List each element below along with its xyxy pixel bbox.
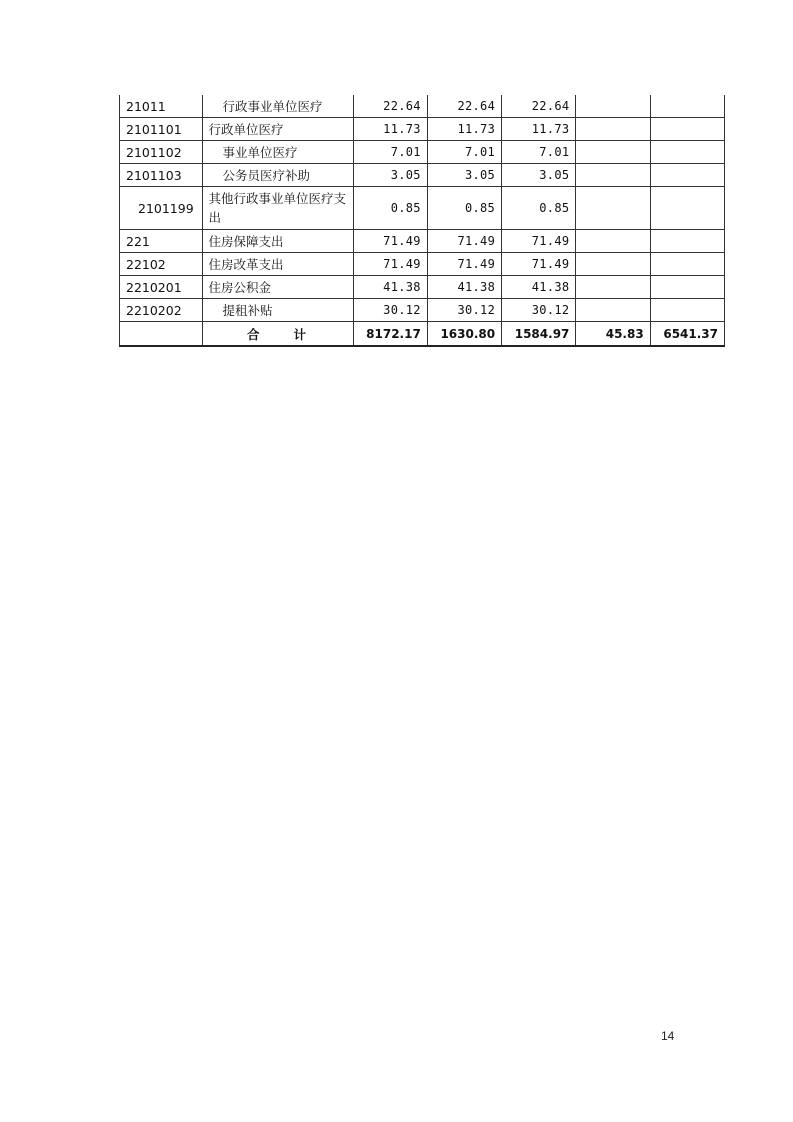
public-expenditure-cell — [576, 141, 650, 164]
basic-expenditure-cell: 1630.80 — [427, 322, 501, 347]
basic-expenditure-cell: 0.85 — [427, 187, 501, 230]
table-row — [120, 187, 725, 230]
subject-code-cell: 221 — [120, 230, 203, 253]
subject-name-cell: 事业单位医疗 — [202, 141, 353, 164]
public-expenditure-cell — [576, 164, 650, 187]
table-row — [120, 299, 725, 322]
project-expenditure-cell — [650, 141, 724, 164]
subject-name-cell: 住房公积金 — [202, 276, 353, 299]
basic-expenditure-cell: 3.05 — [427, 164, 501, 187]
page-number: 14 — [661, 1029, 675, 1043]
project-expenditure-cell — [650, 164, 724, 187]
public-expenditure-cell — [576, 118, 650, 141]
public-expenditure-cell — [576, 253, 650, 276]
table-row — [120, 230, 725, 253]
subject-name-cell: 行政事业单位医疗 — [202, 95, 353, 118]
personnel-expenditure-cell: 22.64 — [502, 95, 576, 118]
personnel-expenditure-cell: 3.05 — [502, 164, 576, 187]
subject-name-cell: 行政单位医疗 — [202, 118, 353, 141]
subject-name-cell: 其他行政事业单位医疗支出 — [202, 187, 353, 230]
public-expenditure-cell — [576, 187, 650, 230]
project-expenditure-cell: 6541.37 — [650, 322, 724, 347]
subject-name-cell: 提租补贴 — [202, 299, 353, 322]
subject-code-cell: 2101199 — [120, 187, 203, 230]
personnel-expenditure-cell: 11.73 — [502, 118, 576, 141]
subject-code-cell: 2101101 — [120, 118, 203, 141]
project-expenditure-cell — [650, 230, 724, 253]
table-row — [120, 118, 725, 141]
total-code-cell — [120, 322, 203, 347]
table-row — [120, 141, 725, 164]
total-cell: 8172.17 — [353, 322, 427, 347]
subject-name-cell: 住房保障支出 — [202, 230, 353, 253]
personnel-expenditure-cell: 30.12 — [502, 299, 576, 322]
personnel-expenditure-cell: 0.85 — [502, 187, 576, 230]
total-cell: 0.85 — [353, 187, 427, 230]
subject-code-cell: 22102 — [120, 253, 203, 276]
personnel-expenditure-cell: 1584.97 — [502, 322, 576, 347]
subject-code-cell: 21011 — [120, 95, 203, 118]
subject-code-cell: 2101103 — [120, 164, 203, 187]
personnel-expenditure-cell: 71.49 — [502, 253, 576, 276]
subject-name-cell: 住房改革支出 — [202, 253, 353, 276]
total-cell: 71.49 — [353, 230, 427, 253]
personnel-expenditure-cell: 7.01 — [502, 141, 576, 164]
project-expenditure-cell — [650, 187, 724, 230]
total-cell: 22.64 — [353, 95, 427, 118]
project-expenditure-cell — [650, 299, 724, 322]
basic-expenditure-cell: 41.38 — [427, 276, 501, 299]
subject-code-cell: 2210202 — [120, 299, 203, 322]
basic-expenditure-cell: 71.49 — [427, 230, 501, 253]
total-row — [120, 322, 725, 347]
personnel-expenditure-cell: 41.38 — [502, 276, 576, 299]
project-expenditure-cell — [650, 253, 724, 276]
public-expenditure-cell — [576, 276, 650, 299]
table-row — [120, 164, 725, 187]
budget-expenditure-table — [119, 95, 725, 347]
total-cell: 3.05 — [353, 164, 427, 187]
total-cell: 11.73 — [353, 118, 427, 141]
basic-expenditure-cell: 11.73 — [427, 118, 501, 141]
project-expenditure-cell — [650, 276, 724, 299]
total-cell: 30.12 — [353, 299, 427, 322]
table-row — [120, 95, 725, 118]
basic-expenditure-cell: 7.01 — [427, 141, 501, 164]
total-cell: 41.38 — [353, 276, 427, 299]
public-expenditure-cell — [576, 95, 650, 118]
table-row — [120, 253, 725, 276]
project-expenditure-cell — [650, 118, 724, 141]
basic-expenditure-cell: 22.64 — [427, 95, 501, 118]
project-expenditure-cell — [650, 95, 724, 118]
public-expenditure-cell — [576, 299, 650, 322]
basic-expenditure-cell: 71.49 — [427, 253, 501, 276]
personnel-expenditure-cell: 71.49 — [502, 230, 576, 253]
basic-expenditure-cell: 30.12 — [427, 299, 501, 322]
public-expenditure-cell: 45.83 — [576, 322, 650, 347]
table-row — [120, 276, 725, 299]
public-expenditure-cell — [576, 230, 650, 253]
total-label: 合计 — [202, 322, 353, 347]
subject-name-cell: 公务员医疗补助 — [202, 164, 353, 187]
subject-code-cell: 2101102 — [120, 141, 203, 164]
total-cell: 71.49 — [353, 253, 427, 276]
total-cell: 7.01 — [353, 141, 427, 164]
subject-code-cell: 2210201 — [120, 276, 203, 299]
